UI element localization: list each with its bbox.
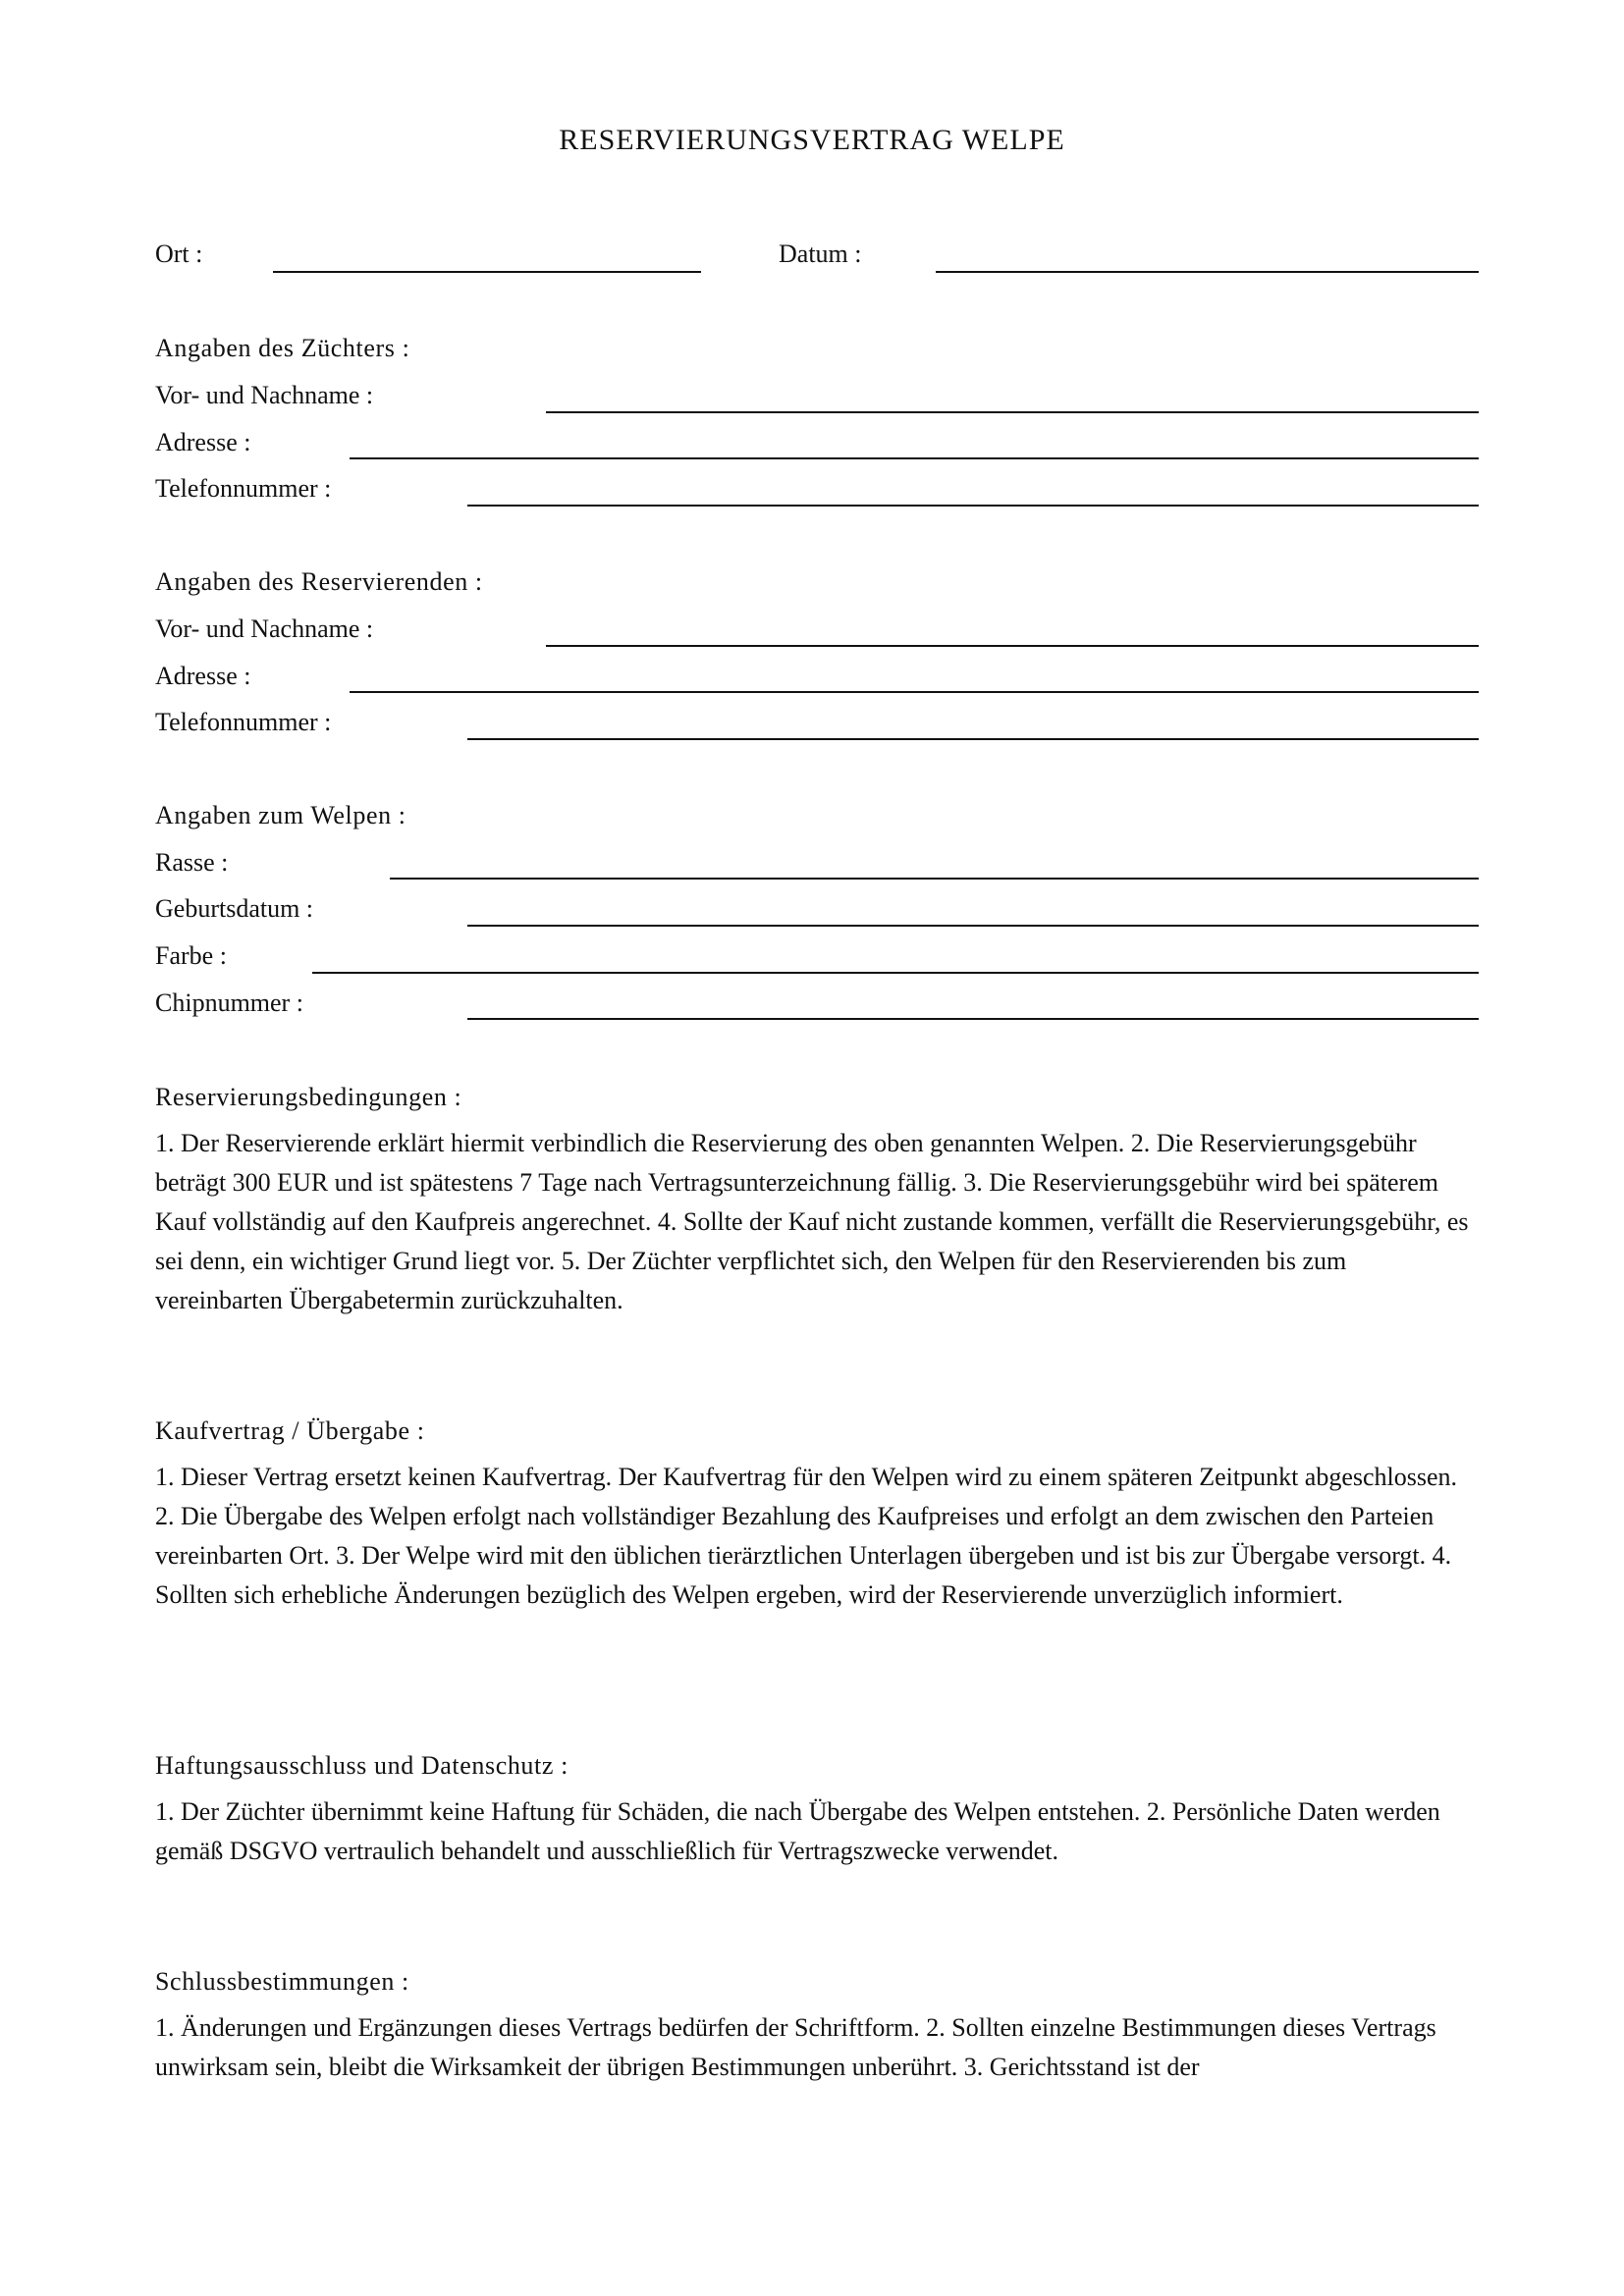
puppy-color-field[interactable] bbox=[312, 972, 1479, 974]
final-heading: Schlussbestimmungen : bbox=[155, 1967, 409, 1996]
purchase-text: 1. Dieser Vertrag ersetzt keinen Kaufvertrag. Der Kaufvertrag für den Welpen wird zu einem späteren Zeitpunkt abgeschlossen. 2. Die Übergabe des Welpen erfolgt nach vollständiger Bezahlung des Kaufpreises und erfolgt an dem zwischen den Parteien vereinbarten Ort. 3. Der Welpe wird mit den üblichen tierärztlichen Unterlagen übergeben und ist bis zur Übergabe versorgt. 4. Sollten sich erhebliche Änderungen bezüglich des Welpen ergeben, wird der Reservierende unverzüglich informiert. bbox=[155, 1463, 1458, 1609]
breeder-heading: Angaben des Züchters : bbox=[155, 334, 410, 362]
purchase-heading: Kaufvertrag / Übergabe : bbox=[155, 1416, 425, 1445]
breeder-phone-field[interactable] bbox=[467, 505, 1479, 507]
puppy-color-label: Farbe : bbox=[155, 941, 227, 970]
puppy-heading: Angaben zum Welpen : bbox=[155, 801, 406, 829]
reserver-heading: Angaben des Reservierenden : bbox=[155, 567, 483, 596]
puppy-breed-label: Rasse : bbox=[155, 848, 229, 877]
final-text: 1. Änderungen und Ergänzungen dieses Vertrags bedürfen der Schriftform. 2. Sollten einzelne Bestimmungen dieses Vertrags unwirksam sein, bleibt die Wirksamkeit der übrigen Bestimmungen unberührt. 3. Gerichtsstand ist der bbox=[155, 2013, 1436, 2081]
reserver-phone-field[interactable] bbox=[467, 738, 1479, 740]
puppy-chip-field[interactable] bbox=[467, 1018, 1479, 1020]
conditions-heading: Reservierungsbedingungen : bbox=[155, 1083, 462, 1111]
reserver-address-field[interactable] bbox=[350, 691, 1479, 693]
breeder-phone-label: Telefonnummer : bbox=[155, 474, 332, 503]
liability-heading: Haftungsausschluss und Datenschutz : bbox=[155, 1751, 568, 1780]
puppy-chip-label: Chipnummer : bbox=[155, 988, 303, 1017]
reserver-name-label: Vor- und Nachname : bbox=[155, 614, 374, 643]
puppy-breed-field[interactable] bbox=[390, 878, 1479, 880]
liability-text: 1. Der Züchter übernimmt keine Haftung für Schäden, die nach Übergabe des Welpen entstehen. 2. Persönliche Daten werden gemäß DSGVO vertraulich behandelt und ausschließlich für Vertragszwecke verwendet. bbox=[155, 1797, 1440, 1865]
ort-field[interactable] bbox=[273, 271, 701, 273]
puppy-birthdate-field[interactable] bbox=[467, 925, 1479, 927]
breeder-name-field[interactable] bbox=[546, 411, 1479, 413]
reserver-phone-label: Telefonnummer : bbox=[155, 708, 332, 736]
datum-label: Datum : bbox=[779, 240, 862, 268]
breeder-address-field[interactable] bbox=[350, 457, 1479, 459]
reserver-name-field[interactable] bbox=[546, 645, 1479, 647]
conditions-text: 1. Der Reservierende erklärt hiermit verbindlich die Reservierung des oben genannten Welpen. 2. Die Reservierungsgebühr beträgt 300 EUR und ist spätestens 7 Tage nach Vertragsunterzeichnung fällig. 3. Die Reservierungsgebühr wird bei späterem Kauf vollständig auf den Kaufpreis angerechnet. 4. Sollte der Kauf nicht zustande kommen, verfällt die Reservierungsgebühr, es sei denn, ein wichtiger Grund liegt vor. 5. Der Züchter verpflichtet sich, den Welpen für den Reservierenden bis zum vereinbarten Übergabetermin zurückzuhalten. bbox=[155, 1129, 1469, 1314]
reserver-address-label: Adresse : bbox=[155, 662, 251, 690]
ort-label: Ort : bbox=[155, 240, 203, 268]
breeder-address-label: Adresse : bbox=[155, 428, 251, 456]
document-title: RESERVIERUNGSVERTRAG WELPE bbox=[559, 124, 1065, 156]
datum-field[interactable] bbox=[936, 271, 1479, 273]
puppy-birthdate-label: Geburtsdatum : bbox=[155, 894, 314, 923]
breeder-name-label: Vor- und Nachname : bbox=[155, 381, 374, 409]
